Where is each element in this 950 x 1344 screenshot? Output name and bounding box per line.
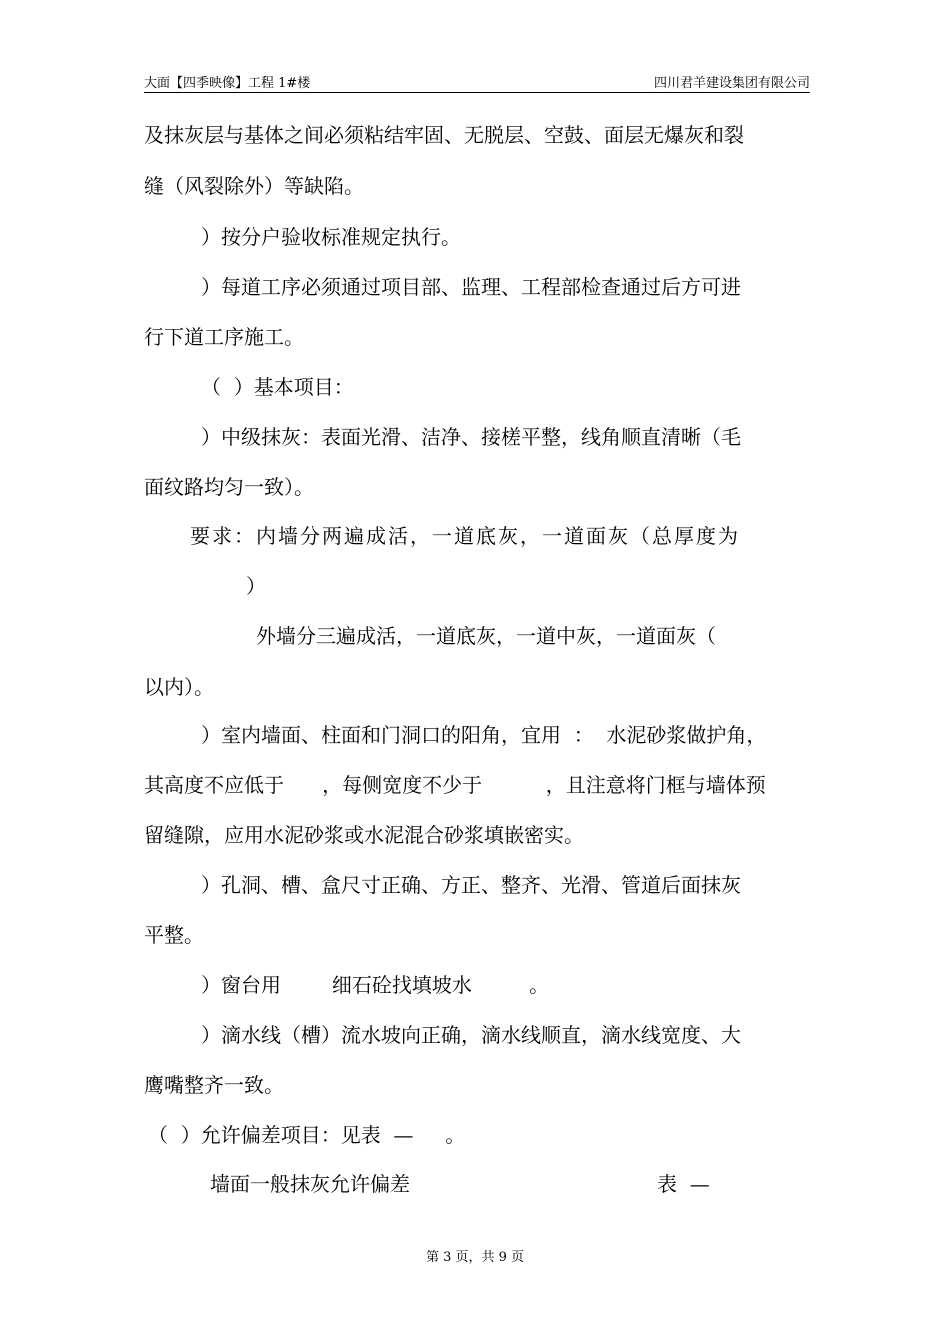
- table-number: 表 —: [657, 1172, 710, 1196]
- body-line-6: （ ）基本项目：: [201, 375, 354, 399]
- body-line-10: ）: [246, 574, 266, 598]
- header-project-name: 大面【四季映像】工程 1#楼: [144, 76, 311, 91]
- body-line-4: ）每道工序必须通过项目部、监理、工程部检查通过后方可进: [201, 275, 741, 299]
- body-line-18: ）窗台用 细石砼找填坡水 。: [201, 973, 550, 997]
- body-line-1: 及抹灰层与基体之间必须粘结牢固、无脱层、空鼓、面层无爆灰和裂: [144, 123, 744, 147]
- body-line-20: 鹰嘴整齐一致。: [144, 1073, 284, 1097]
- body-line-21: （ ）允许偏差项目：见表 — 。: [148, 1123, 466, 1147]
- body-line-13: ）室内墙面、柱面和门洞口的阳角，宜用 ： 水泥砂浆做护角，: [201, 723, 767, 747]
- body-line-3: ）按分户验收标准规定执行。: [201, 225, 461, 249]
- header-company-name: 四川君羊建设集团有限公司: [653, 76, 810, 91]
- page-footer: 第 3 页，共 9 页: [425, 1250, 525, 1265]
- body-line-15: 留缝隙，应用水泥砂浆或水泥混合砂浆填嵌密实。: [144, 823, 584, 847]
- body-line-17: 平整。: [144, 923, 204, 947]
- body-line-9: 要求：内墙分两遍成活，一道底灰，一道面灰（总厚度为: [190, 524, 740, 548]
- body-line-16: ）孔洞、槽、盒尺寸正确、方正、整齐、光滑、管道后面抹灰: [201, 873, 741, 897]
- body-line-8: 面纹路均匀一致）。: [144, 475, 314, 499]
- body-line-5: 行下道工序施工。: [144, 325, 304, 349]
- body-line-7: ）中级抹灰：表面光滑、洁净、接槎平整，线角顺直清晰（毛: [201, 425, 741, 449]
- page-header: [144, 70, 810, 90]
- body-line-11: 外墙分三遍成活，一道底灰，一道中灰，一道面灰（: [256, 624, 716, 648]
- header-divider: [144, 92, 810, 93]
- body-line-14: 其高度不应低于 ，每侧宽度不少于 ，且注意将门框与墙体预: [144, 773, 766, 797]
- body-line-2: 缝（风裂除外）等缺陷。: [144, 174, 364, 198]
- body-line-12: 以内）。: [144, 675, 214, 699]
- body-line-19: ）滴水线（槽）流水坡向正确，滴水线顺直，滴水线宽度、大: [201, 1023, 741, 1047]
- table-caption: 墙面一般抹灰允许偏差: [210, 1172, 410, 1196]
